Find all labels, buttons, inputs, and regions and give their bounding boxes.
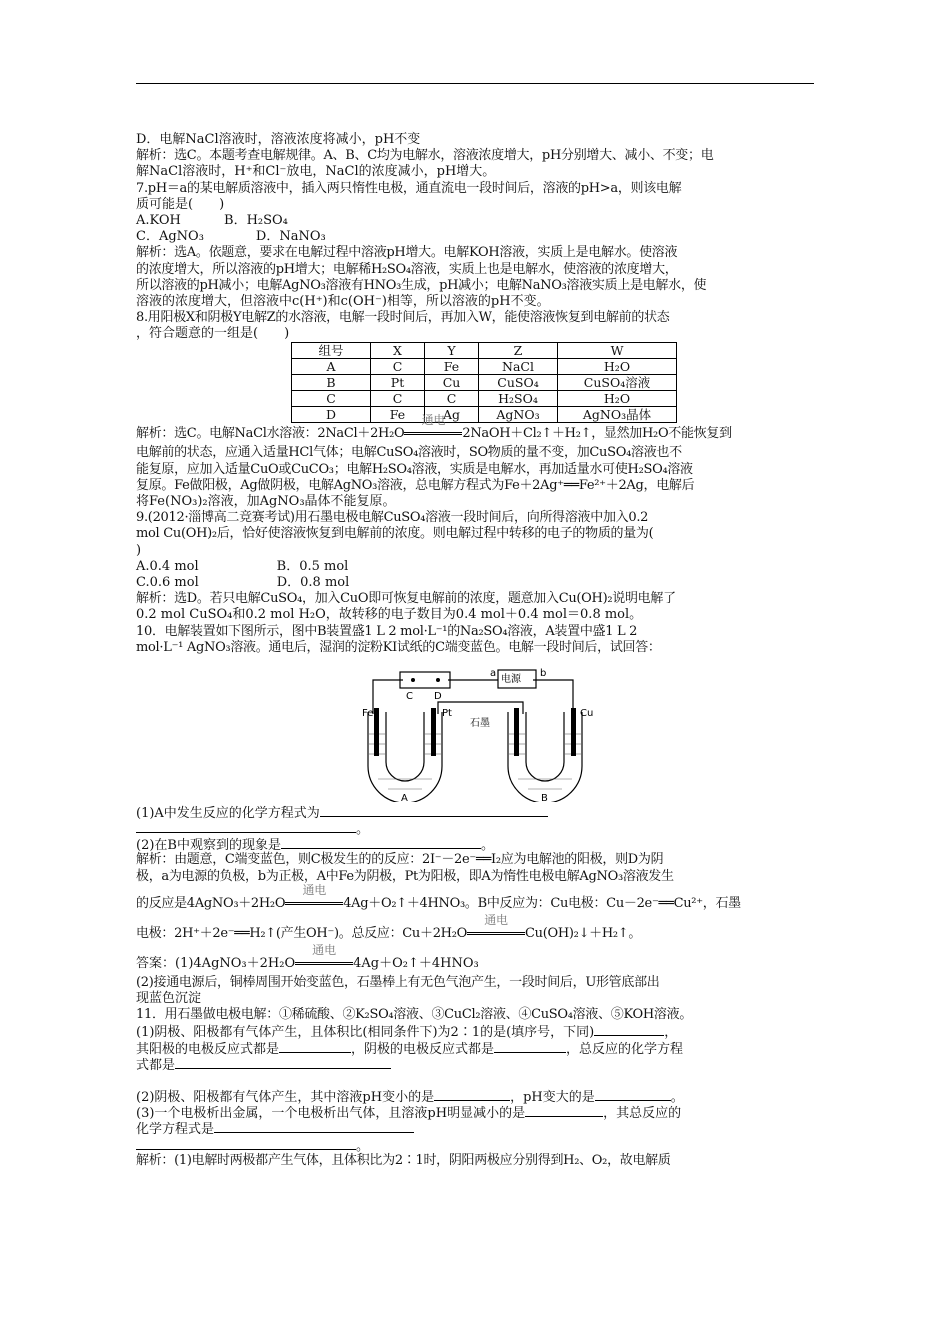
text-span: (2)阴极、阳极都有气体产生，其中溶液pH变小的是 <box>136 1089 435 1105</box>
label-apparatus-b: B <box>541 792 548 802</box>
text-span: 2NaOH＋Cl₂↑＋H₂↑，显然加H₂O不能恢复到 <box>462 426 732 442</box>
table-cell: D <box>292 407 371 423</box>
text-span: 。 <box>670 1089 684 1105</box>
text-line: 复原。Fe做阳极，Ag做阴极，电解AgNO₃溶液，总电解方程式为Fe＋2Ag⁺══Fe²⁺＋2Ag，电解后 <box>136 477 695 493</box>
table-header: 组号 <box>292 343 371 359</box>
electrolysis-arrow <box>285 882 343 915</box>
question-11-3 <box>136 1104 816 1120</box>
text-line: 解析：选C。本题考查电解规律。A、B、C均为电解水，溶液浓度增大，pH分别增大、减小、不变；电 <box>136 148 714 164</box>
answer-blank[interactable] <box>279 1040 351 1053</box>
text-span: 4Ag＋O₂↑＋4HNO₃。B中反应为：Cu电极：Cu－2e⁻══Cu²⁺，石墨 <box>343 895 741 911</box>
text-line <box>136 820 816 836</box>
table-header-row <box>292 343 677 359</box>
fe-electrode <box>374 708 379 756</box>
text-span: (3)一个电极析出金属，一个电极析出气体，且溶液pH明显减小的是 <box>136 1106 526 1122</box>
text-line: 质可能是( ) <box>136 196 225 212</box>
apparatus-diagram <box>358 664 608 802</box>
text-line: 解析：选D。若只电解CuSO₄，加入CuO即可恢复电解前的浓度，题意加入Cu(OH)₂说明电解了 <box>136 591 676 607</box>
option-line: A.0.4 mol B．0.5 mol <box>136 558 349 574</box>
table-cell: C <box>425 391 479 407</box>
answer-blank[interactable] <box>320 804 548 817</box>
electrolysis-table <box>291 342 677 423</box>
text-line: 所以溶液的pH减小；电解AgNO₃溶液有HNO₃生成，pH减小；电解NaNO₃溶液实质上是电解水，使 <box>136 277 707 293</box>
label-cu: Cu <box>580 707 594 719</box>
electrolysis-apparatus-figure <box>358 664 816 802</box>
text-line: 溶液的浓度增大，但溶液中c(H⁺)和c(OH⁻)相等，所以溶液的pH不变。 <box>136 293 550 309</box>
text-line: 电解前的状态，应通入适量HCl气体；电解CuSO₄溶液时，SO物质的量不变，加CuSO₄溶液也不 <box>136 445 682 461</box>
answer-blank[interactable] <box>281 836 481 849</box>
text-span: ，pH变大的是 <box>510 1089 595 1105</box>
text-span: ， <box>664 1025 678 1041</box>
option-line: A.KOH B．H₂SO₄ <box>136 212 288 228</box>
text-span: 电极：2H⁺＋2e⁻══H₂↑(产生OH⁻)。总反应：Cu＋2H₂O <box>136 925 467 941</box>
table-cell: A <box>292 359 371 375</box>
text-span: Cu(OH)₂↓＋H₂↑。 <box>525 925 642 941</box>
tongdian-label: 通电 <box>312 942 337 957</box>
question-10: 10．电解装置如下图所示，图中B装置盛1 L 2 mol·L⁻¹的Na₂SO₄溶液，A装置中盛1 L 2 <box>136 623 638 639</box>
answer-blank[interactable] <box>175 1056 391 1069</box>
table-header: X <box>371 343 425 359</box>
text-span: (2)在B中观察到的现象是 <box>136 838 281 854</box>
label-graphite: 石墨 <box>470 717 490 729</box>
text-line: mol·L⁻¹ AgNO₃溶液。通电后，湿润的淀粉KI试纸的C端变蓝色。电解一段时间后，试回答： <box>136 639 661 655</box>
tongdian-label: 通电 <box>421 413 446 428</box>
electrolysis-arrow <box>467 912 525 945</box>
graphite-electrode <box>514 708 519 756</box>
text-line: 0.2 mol CuSO₄和0.2 mol H₂O，故转移的电子数目为0.4 mol＋0.4 mol＝0.8 mol。 <box>136 607 643 623</box>
text-span: 的反应是4AgNO₃＋2H₂O <box>136 895 286 911</box>
table-cell: B <box>292 375 371 391</box>
table-header: Y <box>425 343 479 359</box>
answer-blank[interactable] <box>214 1120 414 1133</box>
text-line <box>136 1040 816 1056</box>
table-cell: H₂SO₄ <box>479 391 558 407</box>
label-apparatus-a: A <box>401 792 408 802</box>
text-line: 解NaCl溶液时，H⁺和Cl⁻放电，NaCl的浓度减小，pH增大。 <box>136 164 496 180</box>
question-9: 9.(2012·淄博高二竞赛考试)用石墨电极电解CuSO₄溶液一段时间后，向所得溶液中加入0.2 <box>136 510 649 526</box>
label-b-terminal: b <box>540 667 547 679</box>
text-line: 的浓度增大，所以溶液的pH增大；电解稀H₂SO₄溶液，实质上也是电解水，使溶液的浓度增大， <box>136 261 678 277</box>
document-body <box>136 132 816 1169</box>
text-span: 。 <box>480 838 494 854</box>
table-cell: H₂O <box>558 391 677 407</box>
tongdian-label: 通电 <box>302 882 326 897</box>
text-span: 4Ag＋O₂↑＋4HNO₃ <box>353 955 479 971</box>
label-fe: Fe <box>362 707 374 719</box>
table-row <box>292 359 677 375</box>
table-cell: NaCl <box>479 359 558 375</box>
text-line: 能复原，应加入适量CuO或CuCO₃；电解H₂SO₄溶液，实质是电解水，再加适量水可使H₂SO₄溶液 <box>136 461 693 477</box>
question-8: 8.用阳极X和阴极Y电解Z的水溶液，电解一段时间后，再加入W，能使溶液恢复到电解前的状态 <box>136 310 670 326</box>
table-row <box>292 407 677 423</box>
text-line: 现蓝色沉淀 <box>136 991 202 1006</box>
text-span: ，阴极的电极反应式都是 <box>351 1041 495 1057</box>
text-line <box>136 912 816 945</box>
question-10-2 <box>136 836 816 852</box>
answer-blank[interactable] <box>525 1104 603 1117</box>
label-pt: Pt <box>442 707 452 719</box>
table-cell: CuSO₄溶液 <box>558 375 677 391</box>
table-cell: AgNO₃ <box>479 407 558 423</box>
answer-blank[interactable] <box>595 1088 671 1101</box>
answer-blank[interactable] <box>136 820 356 833</box>
option-line: C.0.6 mol D．0.8 mol <box>136 574 350 590</box>
electrolysis-arrow <box>295 942 353 975</box>
text-span: 。 <box>356 1138 370 1154</box>
text-line: 极，a为电源的负极，b为正极，A中Fe为阴极，Pt为阳极，即A为惰性电极电解AgNO₃溶液发生 <box>136 868 674 884</box>
text-line: 解析：(1)电解时两极都产生气体，且体积比为2∶1时，阴阳两极应分别得到H₂、O₂，故电解质 <box>136 1152 671 1168</box>
table-cell: Cu <box>425 375 479 391</box>
cu-electrode <box>571 708 576 756</box>
answer-blank[interactable] <box>434 1088 510 1101</box>
table-cell: H₂O <box>558 359 677 375</box>
table-cell: Ag <box>425 407 479 423</box>
pt-electrode <box>431 708 436 756</box>
text-line <box>136 1120 816 1136</box>
text-line: 解析：选A。依题意，要求在电解过程中溶液pH增大。电解KOH溶液，实质上是电解水。使溶液 <box>136 245 678 261</box>
text-span: (1)阴极、阳极都有气体产生，且体积比(相同条件下)为2∶1的是(填序号，下同) <box>136 1025 595 1041</box>
text-span: (1)A中发生反应的化学方程式为 <box>136 805 320 821</box>
text-line <box>136 882 816 915</box>
text-span: ，总反应的化学方程 <box>566 1041 684 1057</box>
table-cell: Pt <box>371 375 425 391</box>
question-11-1 <box>136 1023 816 1039</box>
tongdian-label: 通电 <box>484 912 508 927</box>
table-cell: CuSO₄ <box>479 375 558 391</box>
table-row <box>292 391 677 407</box>
text-span: 其阳极的电极反应式都是 <box>136 1041 280 1057</box>
text-line <box>136 1056 816 1072</box>
table-row <box>292 375 677 391</box>
answer-key-line <box>136 942 816 975</box>
table-cell: C <box>371 359 425 375</box>
question-10-1 <box>136 804 816 820</box>
text-span: 。 <box>356 822 370 838</box>
answer-blank[interactable] <box>594 1023 664 1036</box>
text-line: ) <box>136 542 142 558</box>
table-header: W <box>558 343 677 359</box>
power-label: 电源 <box>501 673 521 685</box>
table-cell: Fe <box>371 407 425 423</box>
text-span: 解析：选C。电解NaCl水溶液：2NaCl＋2H₂O <box>136 426 405 442</box>
text-span: 答案：(1)4AgNO₃＋2H₂O <box>136 955 296 971</box>
text-line: 解析：由题意，C端变蓝色，则C极发生的的反应：2I⁻－2e⁻══I₂应为电解池的阳极，则D为阴 <box>136 852 664 868</box>
text-line: ，符合题意的一组是( ) <box>136 326 290 342</box>
text-span: 化学方程式是 <box>136 1122 215 1138</box>
table-cell: C <box>292 391 371 407</box>
text-span: ，其总反应的 <box>603 1106 682 1122</box>
text-span: 式都是 <box>136 1057 176 1073</box>
table-header: Z <box>479 343 558 359</box>
answer-blank[interactable] <box>136 1137 356 1150</box>
question-7: 7.pH＝a的某电解质溶液中，插入两只惰性电极，通直流电一段时间后，溶液的pH>a，则该电解 <box>136 180 682 196</box>
answer-blank[interactable] <box>494 1040 566 1053</box>
header-rule <box>136 83 814 84</box>
text-line: D．电解NaCl溶液时，溶液浓度将减小，pH不变 <box>136 132 421 147</box>
question-11: 11．用石墨做电极电解：①稀硫酸、②K₂SO₄溶液、③CuCl₂溶液、④CuSO₄溶液、⑤KOH溶液。 <box>136 1007 693 1023</box>
option-line: C．AgNO₃ D．NaNO₃ <box>136 229 326 245</box>
table-cell: C <box>371 391 425 407</box>
label-d: D <box>434 690 442 702</box>
label-a-terminal: a <box>490 667 497 679</box>
question-11-2 <box>136 1088 816 1104</box>
table-cell: Fe <box>425 359 479 375</box>
text-line: mol Cu(OH)₂后，恰好使溶液恢复到电解前的浓度。则电解过程中转移的电子的物质的量为( <box>136 526 654 542</box>
table-cell: AgNO₃晶体 <box>558 407 677 423</box>
text-line: 将Fe(NO₃)₂溶液，加AgNO₃晶体不能复原。 <box>136 494 396 509</box>
text-line: (2)接通电源后，铜棒周围开始变蓝色，石墨棒上有无色气泡产生，一段时间后，U形管底部出 <box>136 974 660 990</box>
text-line <box>136 1137 816 1153</box>
label-c: C <box>406 690 413 702</box>
